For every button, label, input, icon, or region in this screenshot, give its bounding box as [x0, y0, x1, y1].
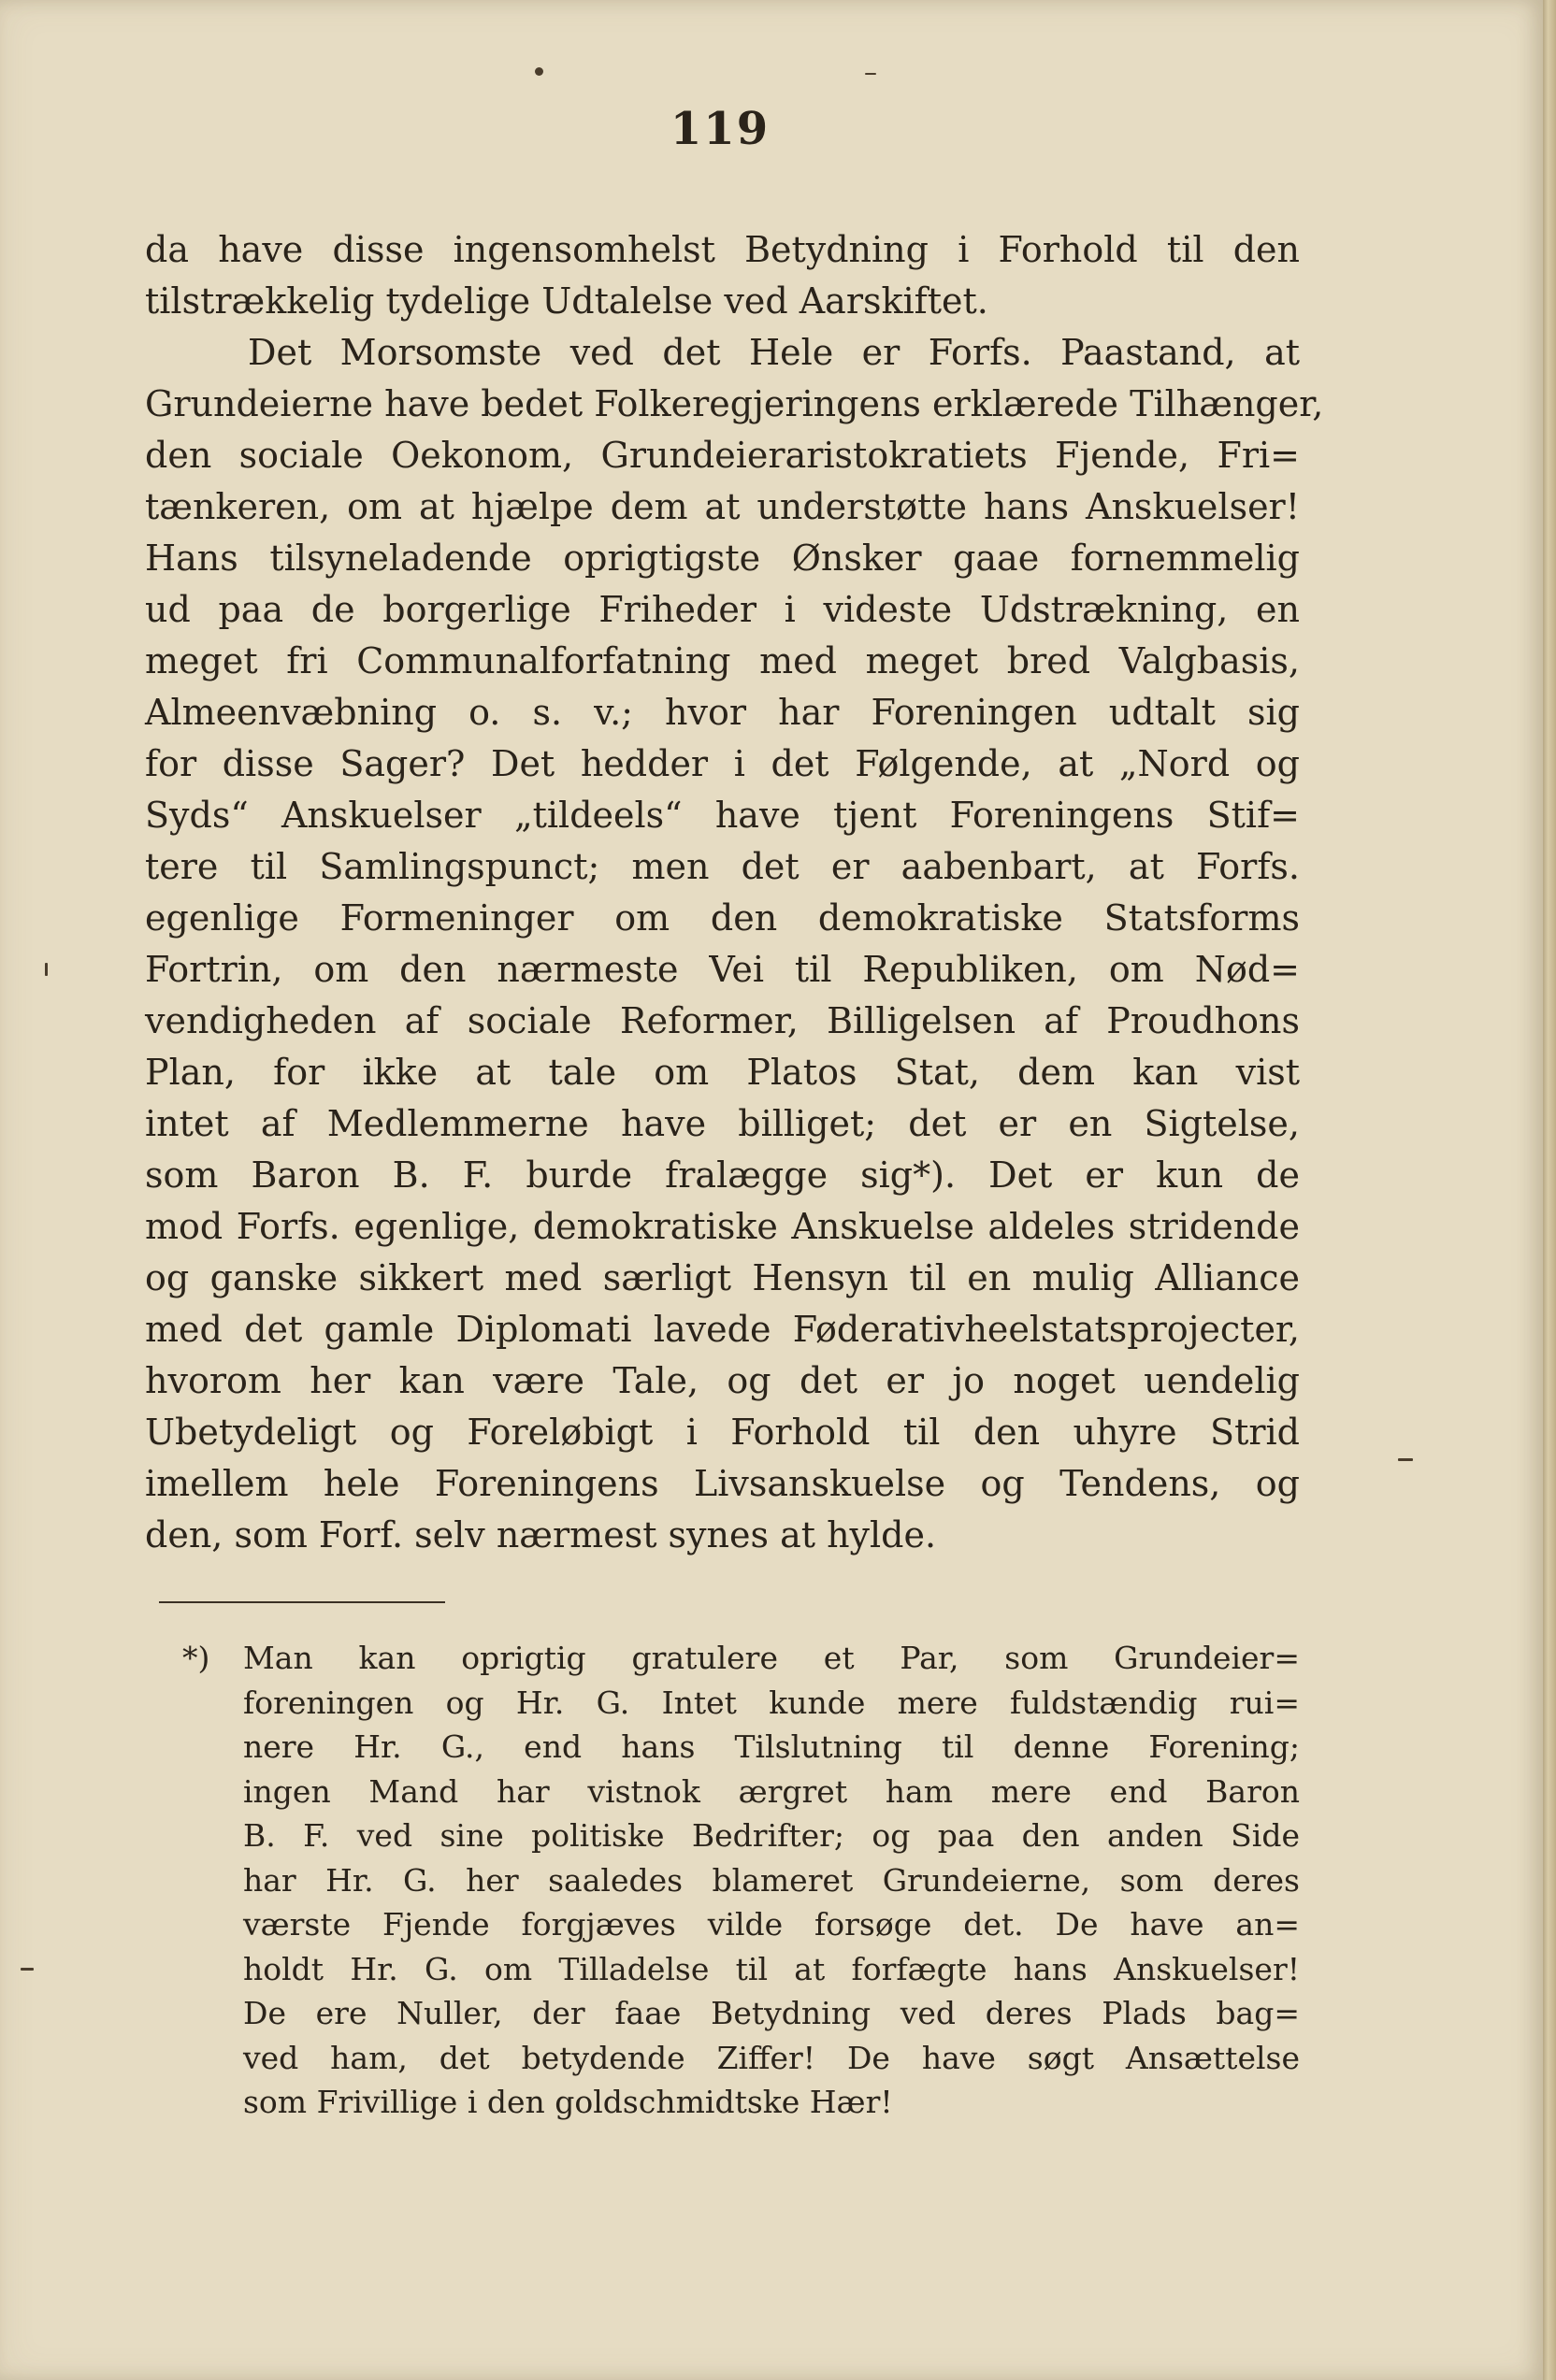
text-line: mod Forfs. egenlige, demokratiske Anskuelse aldeles stridende	[145, 1206, 1300, 1247]
footnote-line	[182, 1636, 1300, 1681]
paper-speck	[865, 73, 876, 75]
footnote-line: har Hr. G. her saaledes blameret Grundeierne, som deres	[243, 1861, 1300, 1899]
text-line: hvorom her kan være Tale, og det er jo noget uendelig	[145, 1360, 1300, 1401]
footnote-divider	[159, 1601, 445, 1603]
footnote-line: De ere Nuller, der faae Betydning ved deres Plads bag=	[243, 1995, 1300, 2031]
text-line: som Baron B. F. burde fralægge sig*). Det er kun de	[145, 1154, 1300, 1196]
text-line: Syds“ Anskuelser „tildeels“ have tjent Foreningens Stif=	[145, 795, 1300, 836]
footnote-line: B. F. ved sine politiske Bedrifter; og paa den anden Side	[243, 1817, 1300, 1854]
footnote-line-text: Man kan oprigtig gratulere et Par, som Grundeier=	[243, 1640, 1300, 1676]
text-line: egenlige Formeninger om den demokratiske Statsforms	[145, 897, 1300, 939]
text-line: Hans tilsyneladende oprigtigste Ønsker gaae fornemmelig	[145, 538, 1300, 579]
footnote-line: nere Hr. G., end hans Tilslutning til denne Forening;	[243, 1728, 1300, 1765]
text-line: tere til Samlingspunct; men det er aabenbart, at Forfs.	[145, 846, 1300, 887]
text-line: da have disse ingensomhelst Betydning i Forhold til den	[145, 229, 1300, 270]
text-line: den sociale Oekonom, Grundeieraristokratiets Fjende, Fri=	[145, 435, 1300, 476]
text-line: Ubetydeligt og Foreløbigt i Forhold til den uhyre Strid	[145, 1412, 1300, 1453]
text-line: Plan, for ikke at tale om Platos Stat, dem kan vist	[145, 1052, 1300, 1093]
text-line: den, som Forf. selv nærmest synes at hylde.	[145, 1514, 937, 1556]
text-line: Det Morsomste ved det Hele er Forfs. Paastand, at	[248, 332, 1300, 373]
text-line: vendigheden af sociale Reformer, Billigelsen af Proudhons	[145, 1000, 1300, 1041]
footnote	[182, 1636, 1300, 2125]
text-line: for disse Sager? Det hedder i det Følgende, at „Nord og	[145, 743, 1300, 784]
text-line: intet af Medlemmerne have billiget; det er en Sigtelse,	[145, 1103, 1300, 1144]
paper-speck	[45, 963, 48, 976]
footnote-marker: *)	[182, 1640, 210, 1676]
footnote-line: holdt Hr. G. om Tilladelse til at forfægte hans Anskuelser!	[243, 1950, 1300, 1987]
paper-speck	[21, 1968, 34, 1971]
text-line: Grundeierne have bedet Folkeregjeringens erklærede Tilhænger,	[145, 383, 1324, 424]
paper-speck	[535, 67, 543, 76]
main-text	[145, 224, 1324, 1561]
text-line: tilstrækkelig tydelige Udtalelse ved Aarskiftet.	[145, 280, 988, 322]
footnote-line: ved ham, det betydende Ziffer! De have søgt Ansættelse	[243, 2039, 1300, 2076]
text-line: meget fri Communalforfatning med meget bred Valgbasis,	[145, 640, 1300, 681]
footnote-line: som Frivillige i den goldschmidtske Hær!	[243, 2084, 893, 2120]
footnote-line: værste Fjende forgjæves vilde forsøge det. De have an=	[243, 1906, 1300, 1943]
text-line: Almeenvæbning o. s. v.; hvor har Foreningen udtalt sig	[145, 692, 1300, 733]
text-line: med det gamle Diplomati lavede Føderativheelstatsprojecter,	[145, 1309, 1300, 1350]
paper-speck	[1398, 1458, 1413, 1461]
text-line: tænkeren, om at hjælpe dem at understøtte hans Anskuelser!	[145, 486, 1300, 527]
page-number: 119	[670, 103, 771, 155]
page-edge	[1543, 0, 1556, 2380]
text-line: ud paa de borgerlige Friheder i videste Udstrækning, en	[145, 589, 1300, 630]
text-line: Fortrin, om den nærmeste Vei til Republiken, om Nød=	[145, 949, 1300, 990]
text-line: imellem hele Foreningens Livsanskuelse og Tendens, og	[145, 1463, 1300, 1504]
footnote-line: ingen Mand har vistnok ærgret ham mere end Baron	[243, 1772, 1300, 1810]
text-line: og ganske sikkert med særligt Hensyn til en mulig Alliance	[145, 1257, 1300, 1298]
footnote-line: foreningen og Hr. G. Intet kunde mere fuldstændig rui=	[243, 1684, 1300, 1721]
